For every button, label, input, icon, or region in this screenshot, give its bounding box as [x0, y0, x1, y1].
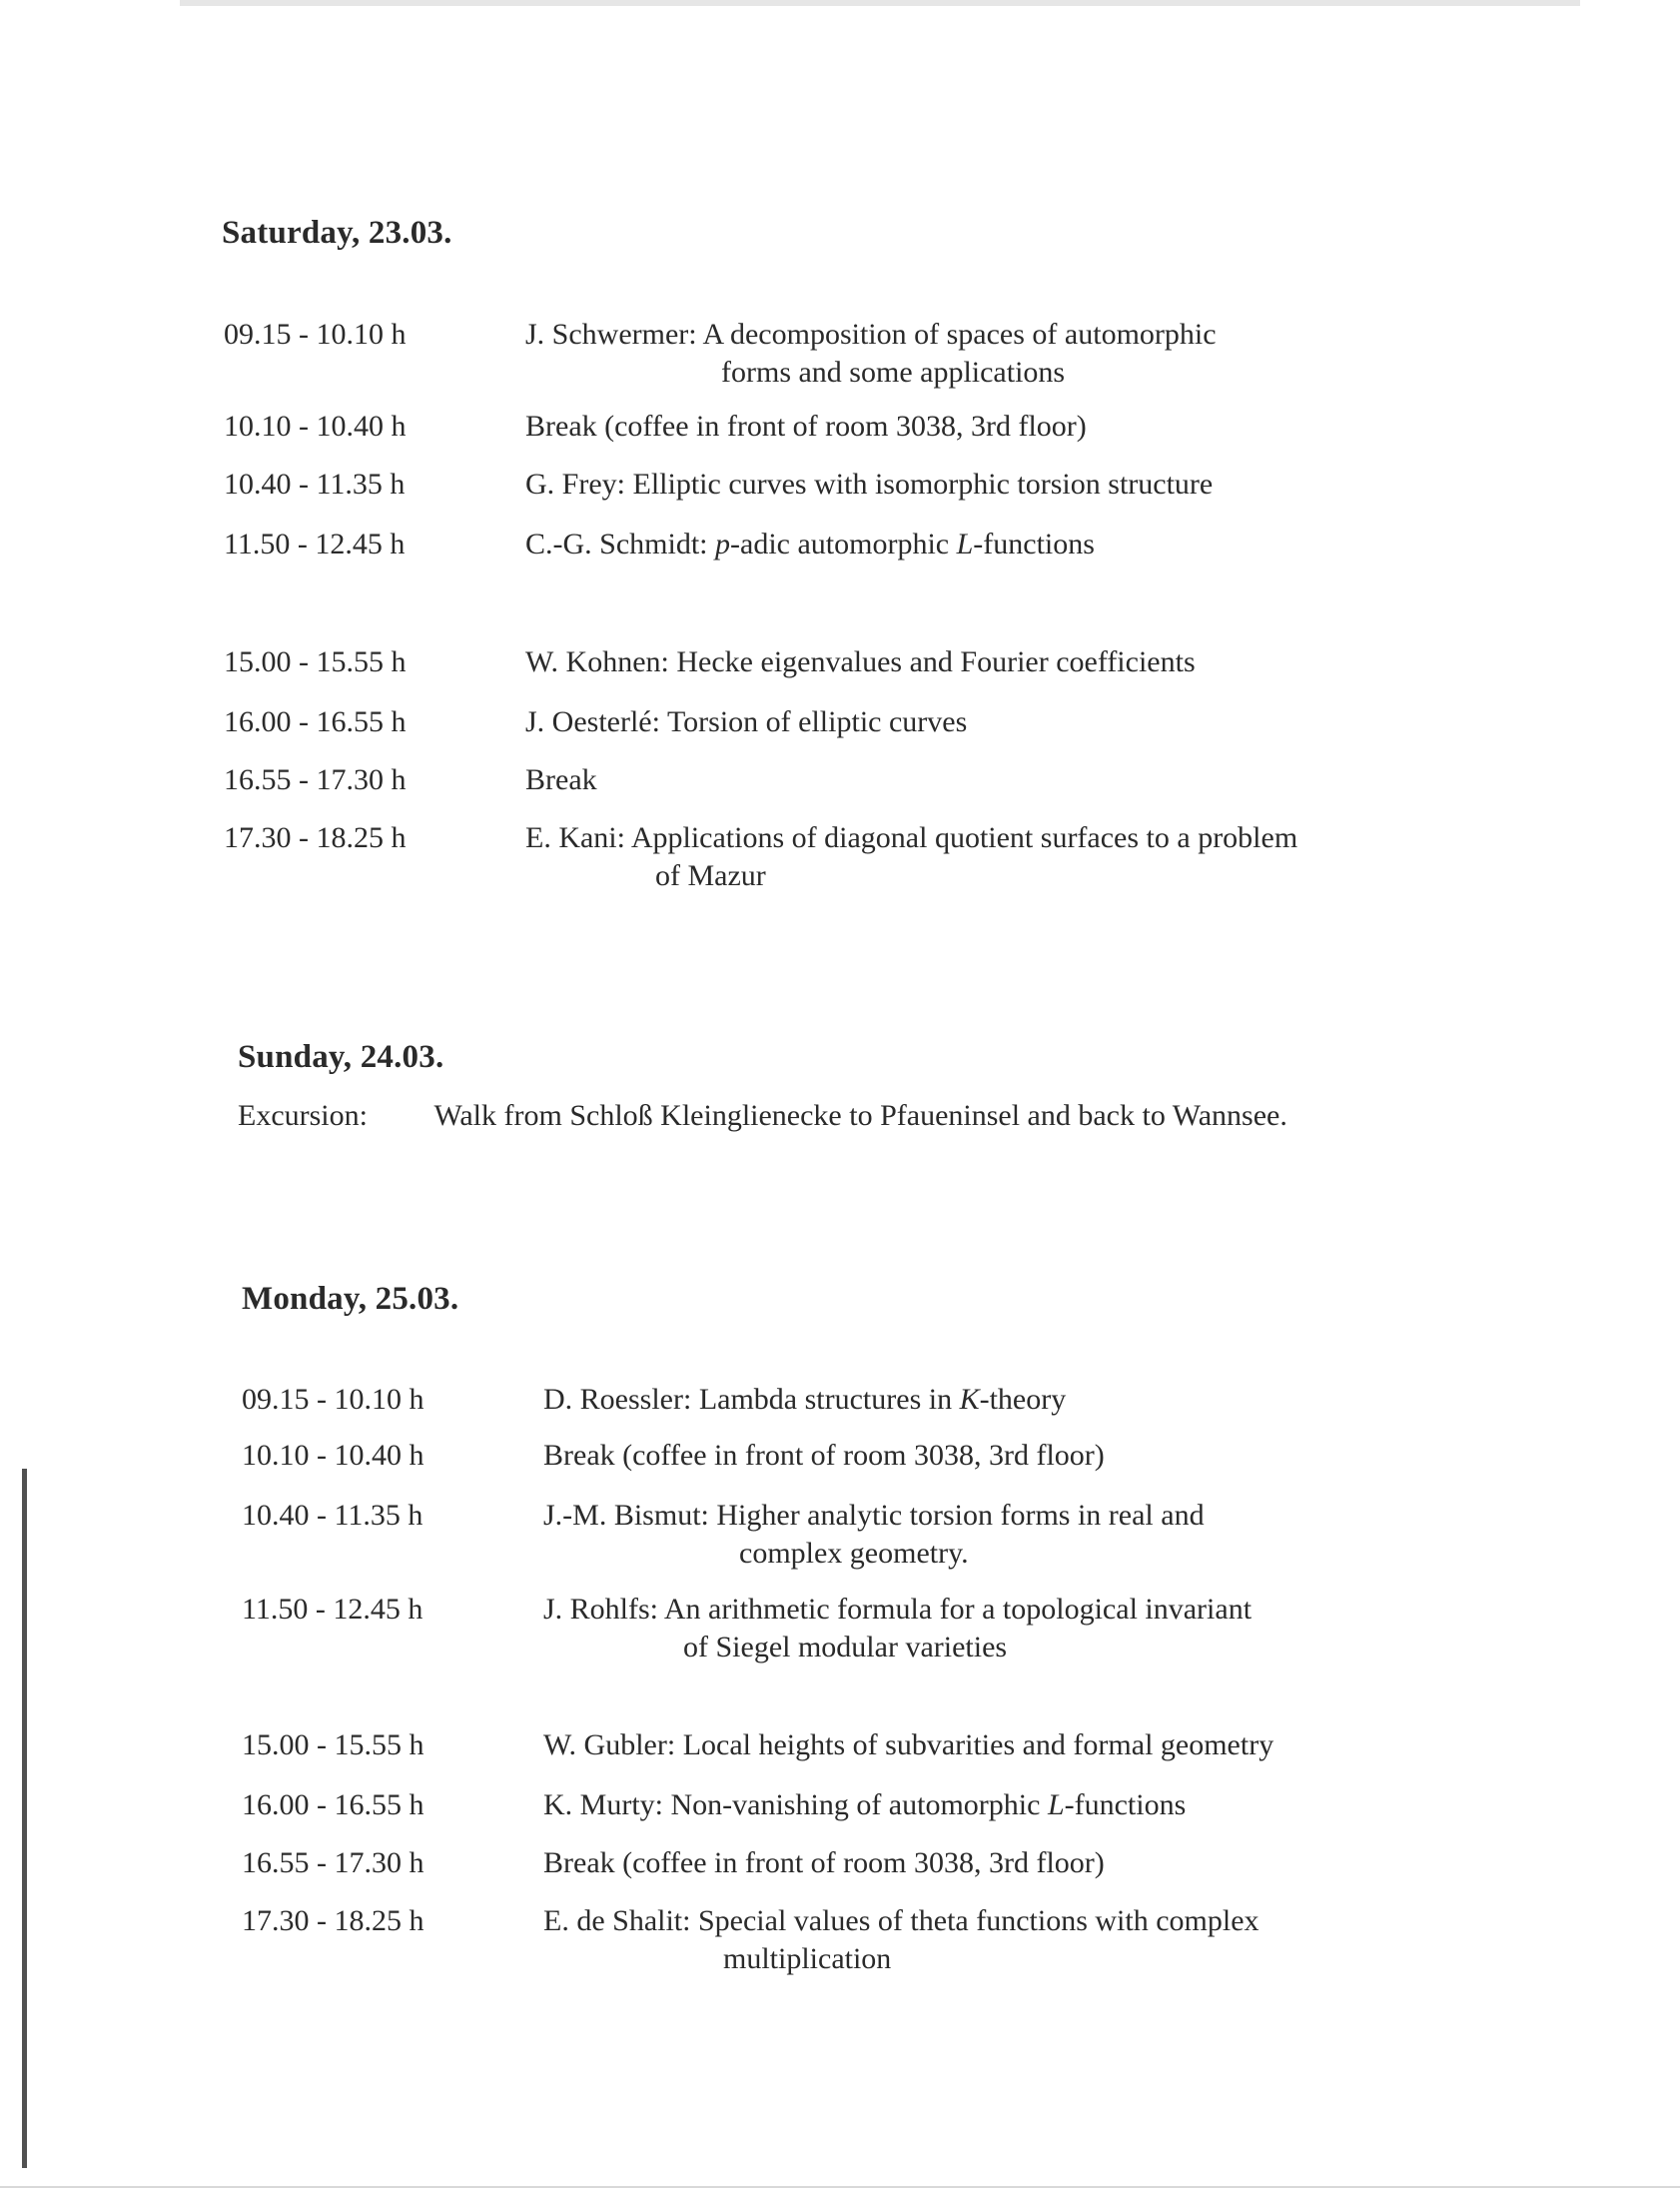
- session-title-cont: of Siegel modular varieties: [683, 1631, 1008, 1663]
- day-section-saturday: [222, 215, 452, 252]
- session-title: Lambda structures in K-theory: [698, 1383, 1067, 1416]
- session-talk: [525, 703, 1624, 741]
- session-title: Break (coffee in front of room 3038, 3rd floor): [543, 1439, 1105, 1472]
- session-title-cont: forms and some applications: [721, 356, 1066, 389]
- session-time: 10.40 - 11.35 h: [242, 1499, 423, 1532]
- session-title: Torsion of elliptic curves: [666, 705, 968, 738]
- session-speaker: J. Rohlfs:: [543, 1593, 659, 1626]
- session-time: 16.00 - 16.55 h: [224, 705, 407, 738]
- excursion-row: [238, 1099, 1287, 1133]
- session-time: 15.00 - 15.55 h: [224, 645, 407, 678]
- session-time: 10.40 - 11.35 h: [224, 468, 406, 501]
- session-time: 11.50 - 12.45 h: [242, 1593, 423, 1626]
- session-talk: [543, 1786, 1642, 1824]
- session-title: Applications of diagonal quotient surfaces to a problem: [630, 821, 1298, 854]
- session-speaker: W. Gubler:: [543, 1728, 676, 1761]
- session-title: Break (coffee in front of room 3038, 3rd floor): [525, 410, 1087, 443]
- day-section-monday: [242, 1281, 458, 1318]
- session-speaker: K. Murty:: [543, 1788, 663, 1821]
- session-speaker: J.-M. Bismut:: [543, 1499, 709, 1532]
- day-title: Monday, 25.03.: [242, 1281, 459, 1317]
- session-title-cont: multiplication: [723, 1942, 892, 1975]
- session-speaker: E. de Shalit:: [543, 1904, 691, 1937]
- session-title: Local heights of subvarities and formal geometry: [682, 1728, 1274, 1761]
- session-time: 16.55 - 17.30 h: [242, 1846, 424, 1879]
- session-talk: [525, 526, 1624, 563]
- session-speaker: G. Frey:: [525, 468, 625, 501]
- session-talk: [525, 408, 1624, 446]
- session-title: Special values of theta functions with complex: [697, 1904, 1260, 1937]
- session-time: 11.50 - 12.45 h: [224, 528, 406, 560]
- scan-bottom-edge: [0, 2186, 1680, 2188]
- session-talk: [525, 466, 1624, 504]
- session-time: 15.00 - 15.55 h: [242, 1728, 424, 1761]
- session-time: 10.10 - 10.40 h: [242, 1439, 424, 1472]
- session-time: 17.30 - 18.25 h: [224, 821, 407, 854]
- session-time: 16.55 - 17.30 h: [224, 763, 407, 796]
- session-talk: [543, 1902, 1642, 1978]
- session-title: Break: [525, 763, 597, 796]
- day-section-sunday: [238, 1039, 443, 1076]
- session-talk: [525, 643, 1624, 681]
- session-talk: [543, 1844, 1642, 1882]
- session-speaker: J. Schwermer:: [525, 318, 697, 351]
- excursion-text: Walk from Schloß Kleinglienecke to Pfaueninsel and back to Wannsee.: [433, 1099, 1287, 1132]
- session-title-cont: complex geometry.: [739, 1537, 969, 1570]
- session-talk: [543, 1497, 1642, 1573]
- session-time: 17.30 - 18.25 h: [242, 1904, 424, 1937]
- session-talk: [543, 1726, 1642, 1764]
- session-title: Break (coffee in front of room 3038, 3rd floor): [543, 1846, 1105, 1879]
- scan-top-shadow: [180, 0, 1580, 6]
- session-speaker: J. Oesterlé:: [525, 705, 660, 738]
- scan-left-edge: [22, 1469, 27, 2168]
- session-speaker: E. Kani:: [525, 821, 625, 854]
- session-title: A decomposition of spaces of automorphic: [702, 318, 1217, 351]
- day-title: Sunday, 24.03.: [238, 1039, 444, 1075]
- session-talk: [525, 761, 1624, 799]
- session-speaker: C.-G. Schmidt:: [525, 528, 708, 560]
- session-talk: [543, 1437, 1642, 1475]
- excursion-label: Excursion:: [238, 1099, 368, 1132]
- session-title: p-adic automorphic L-functions: [715, 528, 1095, 560]
- session-time: 09.15 - 10.10 h: [242, 1383, 424, 1416]
- day-title: Saturday, 23.03.: [222, 215, 452, 251]
- session-title: Higher analytic torsion forms in real and: [716, 1499, 1205, 1532]
- session-title: Non-vanishing of automorphic L-functions: [670, 1788, 1187, 1821]
- session-time: 09.15 - 10.10 h: [224, 318, 407, 351]
- session-talk: [543, 1591, 1642, 1666]
- session-talk: [525, 316, 1624, 392]
- session-title: Elliptic curves with isomorphic torsion structure: [632, 468, 1214, 501]
- session-talk: [525, 819, 1624, 895]
- session-speaker: W. Kohnen:: [525, 645, 669, 678]
- session-title: An arithmetic formula for a topological invariant: [663, 1593, 1253, 1626]
- session-talk: [543, 1381, 1642, 1419]
- session-time: 16.00 - 16.55 h: [242, 1788, 424, 1821]
- session-title-cont: of Mazur: [655, 859, 766, 892]
- session-speaker: D. Roessler:: [543, 1383, 692, 1416]
- session-time: 10.10 - 10.40 h: [224, 410, 407, 443]
- session-title: Hecke eigenvalues and Fourier coefficients: [676, 645, 1196, 678]
